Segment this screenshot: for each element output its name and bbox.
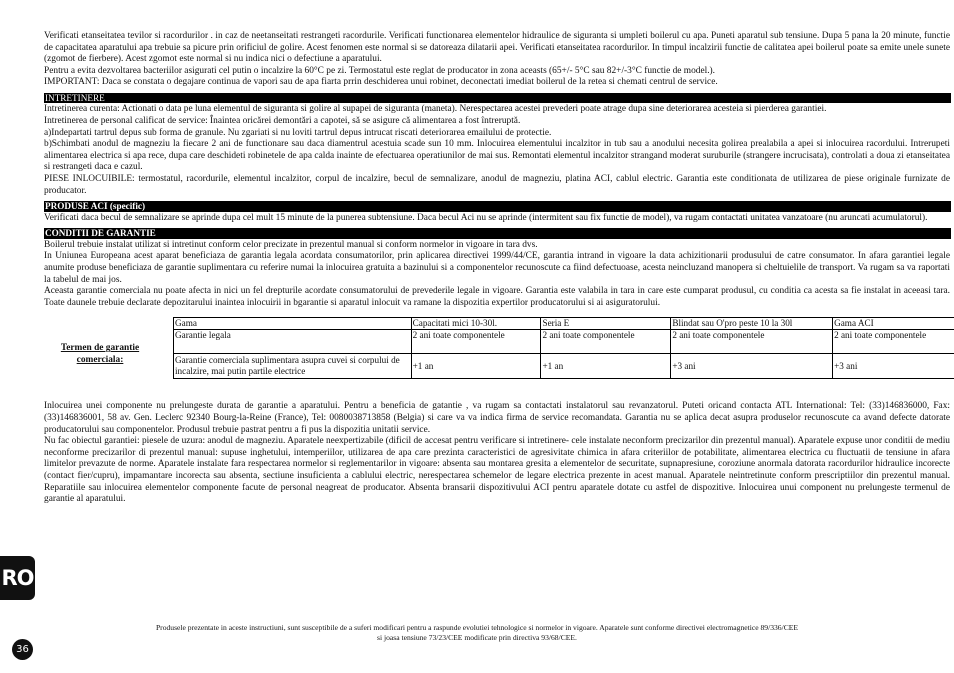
- warranty-term-label: Termen de garantie comerciala:: [60, 343, 140, 365]
- closing-paragraph: Inlocuirea unei componente nu prelungeste durata de garantie a aparatului. Pentru a beneficia de gatantie , va rugam sa contactati instalatorul sau revanzatorul. Puteti oricand contacta ATL International: Tel: (33)146836000, Fax: (33)146836001, 58 av. Gen. Leclerc 92340 Bourg-la-Reine (France), Tel: 0080038713858 (Belgia) si care va va indica firma de service recomandata. Garantia nu se aplica decat asupra produselor recunoscute ca avand defecte datorate producatorului sau componentelor. Produsul trebuie pastrat pentru a fi pus la dispozitia unitatii service.: [44, 401, 950, 435]
- warranty-paragraph: Aceasta garantie comerciala nu poate afecta in nici un fel drepturile acordate consumatorului de prevederile legale in vigoare. Garantia este valabila in tara in care este cumparat produsul, cu conditia ca acesta sa fie instalat in aceeasi tara. Toate daunele trebuie declarate depozitarului inaintea inlocuirii in bgarantie si aparatul inlocuit va ramane la dispozitia expertilor producatorului si ai asiguratorului.: [44, 286, 950, 308]
- maintenance-paragraph: a)Indepartati tartrul depus sub forma de granule. Nu zgariati si nu loviti tartrul depus intrucat riscati deteriorarea emailului de protectie.: [44, 127, 552, 138]
- footer-note: [90, 623, 864, 643]
- table-row: [174, 354, 954, 379]
- section-heading-warranty: CONDITII DE GARANTIE: [44, 228, 951, 239]
- table-cell: +1 an: [541, 354, 671, 379]
- closing-paragraph: Nu fac obiectul garantiei: piesele de uzura: anodul de magneziu. Aparatele neexpertizabile (dificil de accesat pentru verificare si intretinere- cele instalate neconform precizarilor din prezentul manual). Aparatele expuse unor conditii de mediu neconforme precizarilor di prezentul manual: supuse inghetului, intemperiilor, utilizarea de apa care prezinta caracteristici de agresivitate chimica in afara criteriilor de potabilitate, alimentarea electrica cu fluctuatii de tensiune in afara limitelor prevazute de norme. Aparatele instalate fara respectarea normelor si reglementarilor in vigoare: absenta sau montarea gresita a elementelor de securitate, supnapresiune, coroziune anormala datorata racordurilor hidraulice incorecte (contact fier/cupru), impamantare incorecta sau absenta, sectiune insuficienta a cablului electric, nerespectarea schemelor de legare electrica prezente in acest manual. Aparatele neintretinute conform prescriptiilor din prezentul manual. Reparatiile sau inlocuirea elementelor componente facute de personal neagreat de producator. Absenta bransarii dispozitivului ACI pentru aparatele dotate cu astfel de dispozitive. Inlocuirea unui component nu prelungeste termenul de garantie al aparatului.: [44, 436, 950, 505]
- page-number: 36: [12, 639, 33, 660]
- intro-paragraph: Verificati etanseitatea tevilor si racordurilor . in caz de neetanseitati restrangeti racordurile. Verificati functionarea elementelor hidraulice de siguranta si umpleti boilerul cu apa. Puneti aparatul sub tensiune. Dupa 5 pana la 20 minute, functie de capacitatea aparatului apa trebuie sa picure prin orificiul de golire. Acest fenomen este normal si se datoreaza dilatarii apei. Verificati etanseitatea racordurilor. In timpul incalzirii functie de calitatea apei boilerul poate sa emite unele sunete (zgomot de fierbere). Acest zgomot este normal si nu indica nici o defectiune a aparatului.: [44, 31, 950, 65]
- table-header-cell: Gama ACI: [833, 318, 954, 330]
- aci-paragraph: Verificati daca becul de semnalizare se aprinde dupa cel mult 15 minute de la punerea subtensiune. Daca becul Aci nu se aprinde (intermitent sau fix functie de model), va rugam contactati unitatea vanzatoare (nu aruncati acumulatorul).: [44, 212, 928, 223]
- table-cell: 2 ani toate componentele: [833, 330, 954, 354]
- table-cell: 2 ani toate componentele: [411, 330, 541, 354]
- section-heading-aci: PRODUSE ACI (specific): [44, 201, 951, 212]
- warranty-paragraph: In Uniunea Europeana acest aparat beneficiaza de garantia legala acordata consumatorilor, prin aplicarea directivei 1999/44/CE, garantia intrand in vigoare la data achizitionarii produsului de catre consumator. In afara garantiei legale anumite produse beneficiaza de garantie suplimentara cu referire numai la inlocuirea gratuita a bazinului si a componentelor recunoscute ca fiind defectuoase, acesta neincluzand manopera si cheltuielile de transport. Va rugam sa va raportati la tabelul de mai jos.: [44, 251, 950, 285]
- language-tab: RO: [0, 556, 35, 600]
- warranty-table: [173, 317, 954, 379]
- warranty-paragraph: Boilerul trebuie instalat utilizat si intretinut conform celor precizate in prezentul manual si conform normelor in vigoare in tara dvs.: [44, 239, 538, 250]
- table-cell: Garantie comerciala suplimentara asupra cuvei si corpului de incalzire, mai putin partile electrice: [174, 354, 412, 379]
- table-header-cell: Seria E: [541, 318, 671, 330]
- maintenance-paragraph: b)Schimbati anodul de magneziu la fiecare 2 ani de functionare sau daca diamentrul acestuia scade sun 10 mm. Inlocuirea elementului incalzitor in tub sau a anodului necesita golirea prealabila a apei si inlocuirea racordului. Intrerupeti alimentarea electrica si apa rece, dupa care deschideti robinetele de apa calda inainte de efectuarea operatiunilor de mai sus. Remontati elementul incalzitor strangand moderat suruburile (strangere incrucisata), controlati a doua zi etanseitatea si restrangeti daca e cazul.: [44, 139, 950, 173]
- table-row: [174, 330, 954, 354]
- footer-line: Produsele prezentate in aceste instructiuni, sunt susceptibile de a suferi modificari pentru a raspunde evolutiei tehnologice si normelor in vigoare. Aparatele sunt conforme directivei electromagnetice 89/336/CEE: [155, 623, 799, 632]
- intro-paragraph: Pentru a evita dezvoltarea bacteriilor asigurati cel putin o incalzire la 60°C pe zi. Termostatul este reglat de producator in zona aceasts (65+/- 5°C sau 82+/-3°C functie de model.).: [44, 65, 716, 76]
- maintenance-paragraph: Intretinerea de personal calificat de service: Înaintea oricărei demontări a capotei, să se asigure că alimentarea a fost întreruptă.: [44, 116, 521, 127]
- warranty-table-block: [44, 317, 950, 385]
- table-cell: +3 ani: [833, 354, 954, 379]
- intro-paragraph: IMPORTANT: Daca se constata o degajare continua de vapori sau de apa fiarta prrin deschiderea unui robinet, deconectati imediat boilerul de la retea si chemati centrul de service.: [44, 77, 718, 88]
- table-header-row: [174, 318, 954, 330]
- table-cell: +3 ani: [671, 354, 833, 379]
- table-cell: Garantie legala: [174, 330, 412, 354]
- page-content: [44, 31, 950, 506]
- table-header-cell: Capacitati mici 10-30l.: [411, 318, 541, 330]
- maintenance-paragraph: PIESE INLOCUIBILE: termostatul, racordurile, elementul incalzitor, corpul de incalzire, becul de semnalizare, anodul de magneziu, platina ACI, cablul electric. Garantia este conditionata de utilizarea de piese originale furnizate de producator.: [44, 174, 950, 196]
- table-cell: 2 ani toate componentele: [541, 330, 671, 354]
- maintenance-paragraph: Intretinerea curenta: Actionati o data pe luna elementul de siguranta si golire al supapei de siguranta (maneta). Nerespectarea acestei prevederi poate atrage dupa sine deteriorarea acesteia si pierderea garantiei.: [44, 104, 827, 115]
- table-header-cell: Blindat sau O'pro peste 10 la 30l: [671, 318, 833, 330]
- section-heading-maintenance: INTRETINERE: [44, 93, 951, 104]
- table-cell: +1 an: [411, 354, 541, 379]
- footer-line: si joasa tensiune 73/23/CEE modificate prin directiva 93/68/CEE.: [377, 632, 577, 642]
- table-cell: 2 ani toate componentele: [671, 330, 833, 354]
- table-header-cell: Gama: [174, 318, 412, 330]
